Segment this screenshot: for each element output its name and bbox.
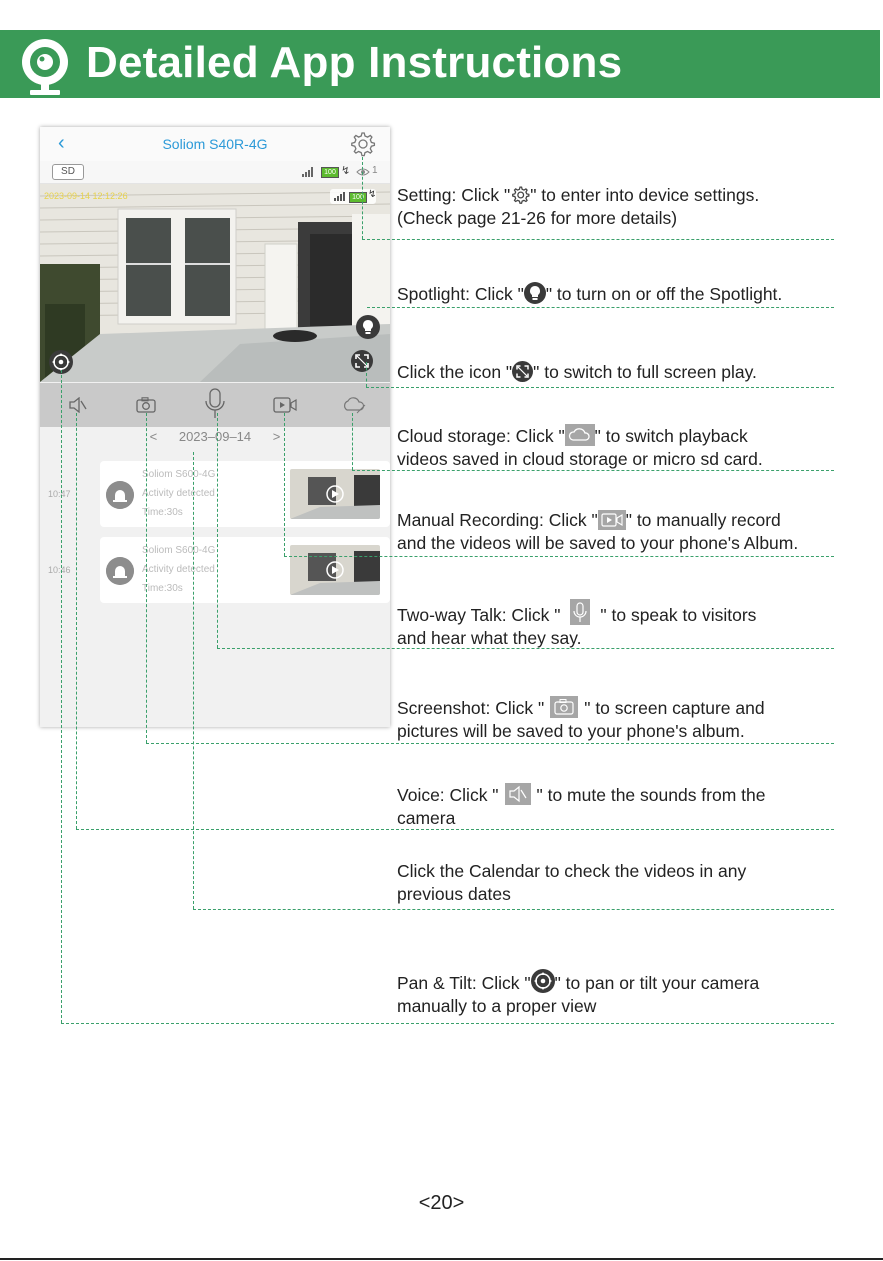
instruction-screenshot: Screenshot: Click " " to screen capture and pictures will be saved to your phone's album.: [397, 698, 765, 741]
leader-line: [193, 909, 834, 910]
event-time: 10:47: [48, 489, 71, 499]
back-icon[interactable]: ‹: [58, 132, 65, 154]
event-duration: Time:30s: [142, 583, 183, 594]
battery-indicator: 100: [321, 167, 339, 178]
signal-icon: [334, 192, 346, 201]
leader-line: [352, 413, 353, 470]
bottom-divider: [0, 1258, 883, 1260]
event-thumbnail[interactable]: [290, 545, 380, 595]
event-time: 10:46: [48, 565, 71, 575]
app-screenshot: [40, 127, 390, 727]
alarm-icon: [106, 557, 134, 585]
fullscreen-icon[interactable]: [351, 350, 373, 372]
device-name: Soliom S40R-4G: [162, 136, 268, 152]
instruction-pan-tilt: Pan & Tilt: Click " " to pan or tilt your camera manually to a proper view: [397, 969, 847, 1018]
leader-line: [284, 413, 285, 556]
signal-icon: [302, 167, 316, 177]
calendar-bar[interactable]: [40, 429, 390, 453]
leader-line: [193, 452, 194, 909]
event-duration: Time:30s: [142, 507, 183, 518]
instruction-spotlight: Spotlight: Click " " to turn on or off the Spotlight.: [397, 284, 783, 304]
leader-line: [61, 370, 62, 1023]
viewer-count: 1: [372, 165, 378, 176]
mute-icon[interactable]: [69, 397, 87, 413]
instruction-voice: Voice: Click " " to mute the sounds from the camera: [397, 785, 766, 828]
spotlight-icon[interactable]: [356, 315, 380, 339]
event-device: Soliom S600-4G: [142, 469, 216, 480]
alarm-icon: [106, 481, 134, 509]
charging-icon: ↯: [341, 165, 351, 177]
microphone-icon[interactable]: [204, 388, 226, 420]
leader-line: [362, 157, 363, 239]
pan-tilt-icon: [531, 969, 555, 993]
leader-line: [367, 307, 834, 308]
charging-icon: ↯: [368, 189, 377, 200]
leader-line: [284, 556, 834, 557]
camera-logo-icon: [18, 36, 74, 98]
record-icon: [598, 510, 626, 530]
gear-icon: [510, 185, 530, 205]
eye-icon: [356, 167, 370, 177]
instruction-record: Manual Recording: Click " " to manually record and the videos will be saved to your phone's Album.: [397, 510, 799, 553]
calendar-prev-button[interactable]: <: [149, 429, 158, 444]
leader-line: [362, 239, 834, 240]
instruction-calendar: Click the Calendar to check the videos in any previous dates: [397, 861, 747, 904]
instruction-setting: Setting: Click " " to enter into device settings. (Check page 21-26 for more details): [397, 185, 760, 228]
leader-line: [76, 413, 77, 829]
calendar-next-button[interactable]: >: [272, 429, 281, 444]
camera-snapshot-icon: [550, 696, 578, 718]
list-item[interactable]: [40, 461, 390, 531]
event-type: Activity detected: [142, 564, 215, 575]
instruction-fullscreen: Click the icon " " to switch to full screen play.: [397, 362, 757, 382]
page-title: Detailed App Instructions: [86, 38, 623, 87]
leader-line: [217, 413, 218, 648]
event-type: Activity detected: [142, 488, 215, 499]
cloud-icon: [565, 424, 595, 446]
video-timestamp: 2023-09-14 12:12:26: [44, 191, 128, 201]
gear-icon[interactable]: [348, 130, 376, 158]
cloud-icon[interactable]: [341, 395, 367, 415]
mute-icon: [505, 783, 531, 805]
microphone-icon: [570, 599, 590, 625]
leader-line: [366, 387, 834, 388]
page-number: <20>: [418, 1192, 465, 1214]
event-thumbnail[interactable]: [290, 469, 380, 519]
sd-button[interactable]: SD: [52, 164, 84, 180]
instruction-cloud: Cloud storage: Click " " to switch playback videos saved in cloud storage or micro sd card.: [397, 426, 763, 469]
battery-indicator: 100: [349, 192, 367, 203]
fullscreen-icon: [512, 361, 533, 382]
leader-line: [366, 362, 367, 387]
event-device: Soliom S600-4G: [142, 545, 216, 556]
instruction-talk: Two-way Talk: Click " " to speak to visitors and hear what they say.: [397, 599, 847, 650]
live-video[interactable]: [40, 184, 390, 382]
record-icon[interactable]: [273, 397, 297, 413]
camera-status-overlay: [330, 189, 376, 204]
leader-line: [61, 1023, 834, 1024]
leader-line: [146, 413, 147, 743]
calendar-date[interactable]: 2023–09–14: [178, 429, 252, 444]
leader-line: [146, 743, 834, 744]
camera-snapshot-icon[interactable]: [136, 397, 156, 413]
list-item[interactable]: [40, 537, 390, 607]
spotlight-icon: [524, 282, 546, 304]
